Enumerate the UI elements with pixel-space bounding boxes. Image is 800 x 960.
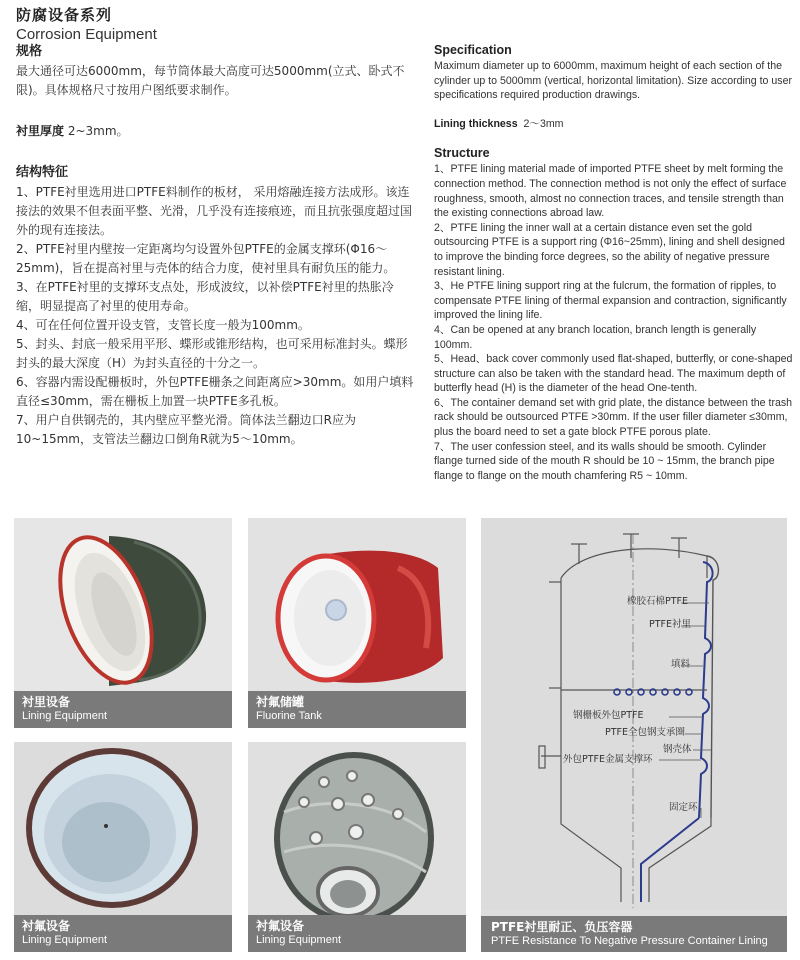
lining-value-en: 2～3mm bbox=[523, 117, 564, 130]
tile-caption-cn: PTFE衬里耐正、负压容器 bbox=[491, 920, 633, 934]
lining-label-cn: 衬里厚度 bbox=[16, 124, 65, 138]
lined-cone-image bbox=[14, 518, 232, 698]
spec-heading-cn: 规格 bbox=[16, 44, 43, 59]
spec-text-en: Maximum diameter up to 6000mm, maximum height of each section of the cylinder up to 5000mm (vertical, horizontal limitation). Size according to user specifications required production drawings. bbox=[434, 60, 792, 102]
diagram-label: 外包PTFE金属支撑环 bbox=[563, 754, 653, 765]
tile-caption-en: Fluorine Tank bbox=[256, 710, 322, 722]
tile-caption-cn: 衬氟设备 bbox=[22, 919, 71, 933]
diagram-label: 钢壳体 bbox=[663, 744, 692, 755]
diagram-label: PTFE衬里 bbox=[649, 619, 691, 630]
structure-item-cn: 2、PTFE衬里内壁按一定距离均匀设置外包PTFE的金属支撑环(Φ16～25mm)，旨在提高衬里与壳体的结合力度，使衬里具有耐负压的能力。 bbox=[16, 242, 396, 275]
chinese-column bbox=[16, 42, 414, 449]
tile-caption-cn: 衬氟储罐 bbox=[256, 695, 305, 709]
tile-caption-en: PTFE Resistance To Negative Pressure Container Lining bbox=[491, 935, 768, 947]
lining-thickness-cn bbox=[16, 122, 414, 141]
tile-caption-cn: 衬氟设备 bbox=[256, 919, 305, 933]
red-tank-image bbox=[248, 518, 466, 698]
tile-caption bbox=[248, 691, 466, 728]
structure-item-en: 3、He PTFE lining support ring at the fulcrum, the formation of ripples, to compensate PTFE lining of thermal expansion and contraction, significantly improved the lining life. bbox=[434, 280, 787, 322]
english-column bbox=[434, 42, 796, 483]
diagram-label: 填料 bbox=[671, 659, 691, 670]
structure-item-en: 2、PTFE lining the inner wall at a certain distance even set the gold outsourcing PTFE is a support ring (Φ16~25mm), lining and shell designed to improve the binding force degrees, so the ability of negative pressure resistant lining. bbox=[434, 221, 785, 278]
structure-item-en: 1、PTFE lining material made of imported PTFE sheet by melt forming the connection method. The connection method is not only the effect of surface roughness, smooth, almost no connection traces, and tensile strength than the existing connections abroad law. bbox=[434, 163, 787, 220]
lining-value-cn: 2~3mm。 bbox=[67, 124, 129, 138]
product-tile-lining-equipment bbox=[14, 518, 232, 728]
lined-head-image bbox=[248, 742, 466, 922]
page-title-en: Corrosion Equipment bbox=[16, 26, 157, 43]
product-tile-lined-head bbox=[248, 742, 466, 952]
structure-item-cn: 3、在PTFE衬里的支撑环支点处，形成波纹，以补偿PTFE衬里的热胀冷缩，明显提高了衬里的使用寿命。 bbox=[16, 280, 394, 313]
tile-caption-en: Lining Equipment bbox=[256, 934, 342, 946]
diagram-label: PTFE全包钢支承圈 bbox=[605, 727, 685, 738]
structure-item-en: 7、The user confession steel, and its walls should be smooth. Cylinder flange turned side of the mouth R should be 10 ~ 15mm, the branch pipe flange to flange on the mouth chamfering R5 ~ 10mm. bbox=[434, 440, 775, 482]
tile-caption bbox=[248, 915, 466, 952]
spec-text-cn: 最大通径可达6000mm，每节筒体最大高度可达5000mm(立式、卧式不限)。具体规格尺寸按用户图纸要求制作。 bbox=[16, 64, 405, 97]
structure-item-cn: 5、封头、封底一般采用平形、蝶形或锥形结构，也可采用标准封头。蝶形封头的最大深度（H）为封头直径的十分之一。 bbox=[16, 337, 408, 370]
page-title-cn: 防腐设备系列 bbox=[16, 6, 113, 24]
structure-item-en: 4、Can be opened at any branch location, branch length is generally 100mm. bbox=[434, 323, 757, 351]
page-header bbox=[16, 4, 157, 43]
tile-caption-en: Lining Equipment bbox=[22, 934, 108, 946]
spec-heading-en: Specification bbox=[434, 43, 512, 57]
product-tile-fluorine-tank bbox=[248, 518, 466, 728]
lining-thickness-en bbox=[434, 117, 796, 132]
tile-caption-en: Lining Equipment bbox=[22, 710, 108, 722]
product-tile-pressure-container-diagram bbox=[481, 518, 787, 952]
tile-caption bbox=[14, 691, 232, 728]
structure-item-en: 6、The container demand set with grid plate, the distance between the trash rack should be outsourced PTFE >30mm. If the user filler diameter ≤30mm, plus the board need to set a gate block PTFE porous plate. bbox=[434, 396, 793, 439]
product-tile-fluorine-lined-equipment bbox=[14, 742, 232, 952]
lining-label-en: Lining thickness bbox=[434, 117, 518, 130]
lined-bowl-image bbox=[14, 742, 232, 922]
diagram-label: 固定环 bbox=[669, 802, 698, 813]
tile-caption-cn: 衬里设备 bbox=[22, 695, 71, 709]
structure-item-cn: 4、可在任何位置开设支管，支管长度一般为100mm。 bbox=[16, 318, 310, 332]
tile-caption bbox=[14, 915, 232, 952]
structure-heading-cn: 结构特征 bbox=[16, 165, 69, 180]
structure-heading-en: Structure bbox=[434, 146, 490, 161]
structure-item-en: 5、Head、back cover commonly used flat-shaped, butterfly, or cone-shaped structure can also be taken with the standard head. The maximum depth of butterfly head (H) is the diameter of the head One-tenth. bbox=[434, 353, 793, 395]
diagram-label: 橡胶石棉PTFE bbox=[627, 596, 688, 607]
tile-caption bbox=[481, 916, 787, 952]
structure-item-cn: 1、PTFE衬里选用进口PTFE料制作的板材， 采用熔融连接方法成形。该连接法的效果不但表面平整、光滑，几乎没有连接痕迹，而且抗张强度超过国外的现有连接法。 bbox=[16, 185, 413, 237]
structure-item-cn: 7、用户自供钢壳的，其内壁应平整光滑。筒体法兰翻边口R应为10~15mm，支管法兰翻边口倒角R就为5～10mm。 bbox=[16, 413, 356, 446]
structure-item-cn: 6、容器内需设配栅板时，外包PTFE栅条之间距离应>30mm。如用户填料直径≤30mm，需在栅板上加置一块PTFE多孔板。 bbox=[16, 375, 414, 408]
diagram-label: 钢栅板外包PTFE bbox=[573, 710, 644, 721]
